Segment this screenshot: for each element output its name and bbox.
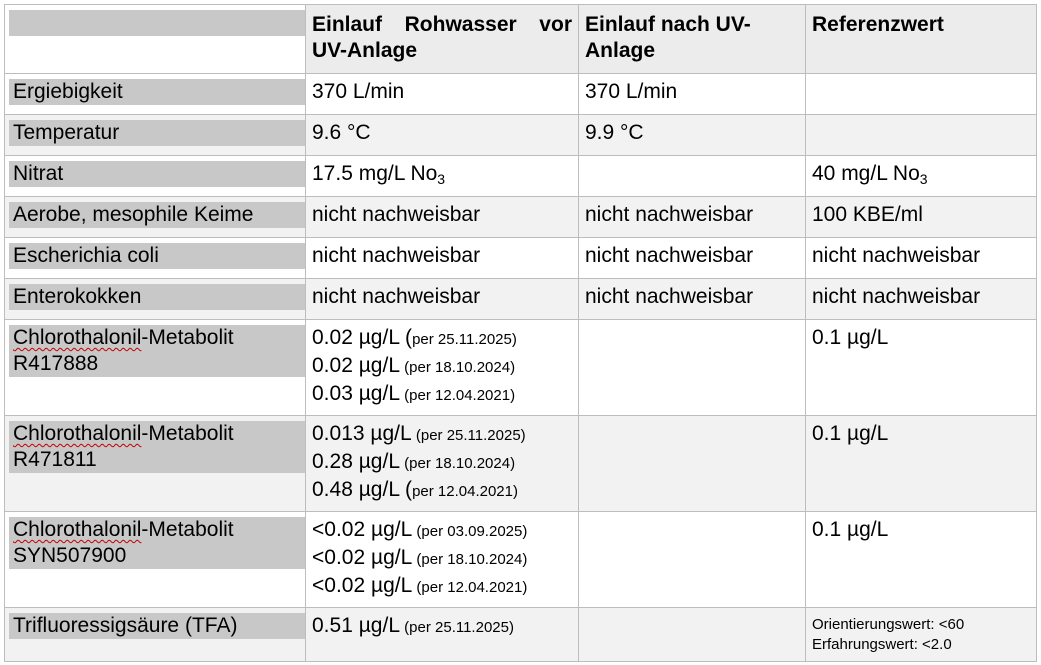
after-uv-value [579, 608, 805, 613]
reference-value: 0.1 µg/L [812, 326, 889, 349]
header-row [5, 5, 1037, 74]
water-quality-table [4, 4, 1037, 662]
measurement-date: (per 18.10.2024) [412, 551, 528, 568]
reference-value: nicht nachweisbar [812, 244, 981, 267]
nitrate-value: 17.5 mg/L No [312, 162, 438, 185]
label-suffix: -Metabolit [141, 518, 234, 541]
raw-water-value: 370 L/min [312, 80, 405, 103]
after-uv-value: 370 L/min [585, 80, 678, 103]
measurement-value: 0.02 µg/L [312, 354, 400, 377]
nitrate-reference-value: 40 mg/L No [812, 162, 920, 185]
row-label: Ergiebigkeit [9, 79, 305, 105]
measurement-value: <0.02 µg/L [312, 574, 413, 597]
metabolite-code: SYN507900 [13, 544, 127, 567]
measurement-date: (per 12.04.2021) [412, 579, 528, 596]
row-label: Aerobe, mesophile Keime [9, 202, 305, 228]
after-uv-value [579, 416, 805, 421]
after-uv-cell [579, 320, 806, 416]
table-row [5, 238, 1037, 279]
header-blank-cell [5, 5, 306, 74]
header-col2: Einlauf nach UV-Anlage [585, 13, 751, 62]
label-suffix: -Metabolit [141, 326, 234, 349]
header-col3: Referenzwert [812, 13, 944, 36]
row-label [9, 517, 305, 569]
reference-value [806, 608, 1036, 655]
row-label-cell [5, 608, 306, 662]
row-label: Enterokokken [9, 284, 305, 310]
orientation-value: Orientierungswert: <60 [812, 616, 965, 633]
raw-water-cell [306, 74, 579, 115]
header-cell-raw-water [306, 5, 579, 74]
measurement-value: 0.48 µg/L ( [312, 478, 413, 501]
experience-value: Erfahrungswert: <2.0 [812, 636, 952, 653]
raw-water-cell [306, 512, 579, 608]
raw-water-value: nicht nachweisbar [312, 244, 481, 267]
after-uv-cell [579, 416, 806, 512]
row-label-cell [5, 320, 306, 416]
row-label-cell [5, 115, 306, 156]
reference-cell [806, 320, 1037, 416]
table-row [5, 416, 1037, 512]
raw-water-cell [306, 197, 579, 238]
measurement-date: (per 12.04.2021) [400, 387, 516, 404]
row-label: Trifluoressigsäure (TFA) [9, 613, 305, 639]
table-row [5, 512, 1037, 608]
reference-value: 0.1 µg/L [812, 518, 889, 541]
measurement-value: <0.02 µg/L [312, 546, 413, 569]
row-label: Temperatur [9, 120, 305, 146]
spellcheck-word: Chlorothalonil [13, 326, 142, 349]
measurement-value: <0.02 µg/L [312, 518, 413, 541]
raw-water-value: nicht nachweisbar [312, 285, 481, 308]
reference-cell [806, 156, 1037, 197]
measurement-date: (per 25.11.2025) [411, 427, 526, 444]
table-row [5, 608, 1037, 662]
raw-water-cell [306, 238, 579, 279]
row-label: Nitrat [9, 161, 305, 187]
measurement-line [306, 545, 578, 573]
raw-water-value [306, 156, 578, 187]
row-label-cell [5, 74, 306, 115]
measurement-line [306, 449, 578, 477]
spellcheck-word: Chlorothalonil [13, 518, 142, 541]
measurement-line [306, 512, 578, 545]
reference-cell [806, 279, 1037, 320]
reference-cell [806, 608, 1037, 662]
after-uv-cell [579, 115, 806, 156]
nitrate-subscript: 3 [437, 171, 446, 187]
reference-cell [806, 512, 1037, 608]
after-uv-value: nicht nachweisbar [585, 244, 754, 267]
raw-water-value: nicht nachweisbar [312, 203, 481, 226]
raw-water-value [306, 608, 578, 641]
row-label: Escherichia coli [9, 243, 305, 269]
after-uv-value: 9.9 °C [585, 121, 644, 144]
reference-value [806, 156, 1036, 187]
row-label-cell [5, 512, 306, 608]
spellcheck-word: Chlorothalonil [13, 422, 142, 445]
row-label-cell [5, 238, 306, 279]
measurement-date: (per 18.10.2024) [400, 359, 516, 376]
raw-water-cell [306, 608, 579, 662]
reference-value [806, 115, 1036, 120]
tfa-value: 0.51 µg/L [312, 614, 400, 637]
measurement-line [306, 477, 578, 505]
raw-water-cell [306, 279, 579, 320]
after-uv-cell [579, 156, 806, 197]
raw-water-cell [306, 115, 579, 156]
measurement-value: 0.03 µg/L [312, 382, 400, 405]
table-row [5, 279, 1037, 320]
after-uv-cell [579, 512, 806, 608]
measurement-line [306, 573, 578, 601]
after-uv-cell [579, 279, 806, 320]
reference-cell [806, 74, 1037, 115]
table-row [5, 156, 1037, 197]
row-label [9, 325, 305, 377]
metabolite-code: R417888 [13, 352, 99, 375]
reference-cell [806, 115, 1037, 156]
measurement-line [306, 416, 578, 449]
reference-value: 0.1 µg/L [812, 422, 889, 445]
measurement-date: per 25.11.2025) [412, 331, 517, 348]
nitrate-reference-subscript: 3 [919, 171, 928, 187]
table-row [5, 115, 1037, 156]
measurement-line [306, 381, 578, 409]
table-row [5, 197, 1037, 238]
header-label-shade [9, 10, 305, 36]
reference-value: 100 KBE/ml [812, 203, 923, 226]
reference-value: nicht nachweisbar [812, 285, 981, 308]
header-cell-reference [806, 5, 1037, 74]
measurement-line [306, 353, 578, 381]
label-suffix: -Metabolit [141, 422, 234, 445]
after-uv-value [579, 512, 805, 517]
measurement-date: (per 18.10.2024) [400, 455, 516, 472]
measurement-value: 0.02 µg/L ( [312, 326, 413, 349]
row-label-cell [5, 156, 306, 197]
reference-cell [806, 197, 1037, 238]
after-uv-cell [579, 74, 806, 115]
after-uv-value: nicht nachweisbar [585, 285, 754, 308]
table-row [5, 320, 1037, 416]
reference-cell [806, 238, 1037, 279]
measurement-value: 0.013 µg/L [312, 422, 412, 445]
raw-water-cell [306, 156, 579, 197]
after-uv-value: nicht nachweisbar [585, 203, 754, 226]
measurement-date: (per 03.09.2025) [412, 523, 528, 540]
after-uv-cell [579, 608, 806, 662]
raw-water-cell [306, 416, 579, 512]
header-col1: Einlauf Rohwasser vor UV-Anlage [312, 13, 572, 62]
after-uv-value [579, 320, 805, 325]
measurement-date: per 12.04.2021) [412, 483, 518, 500]
header-cell-after-uv [579, 5, 806, 74]
tfa-date: (per 25.11.2025) [400, 619, 514, 636]
table-row [5, 74, 1037, 115]
after-uv-value [579, 156, 805, 161]
row-label-cell [5, 279, 306, 320]
after-uv-cell [579, 197, 806, 238]
row-label [9, 421, 305, 473]
raw-water-value: 9.6 °C [312, 121, 371, 144]
measurement-line [306, 320, 578, 353]
raw-water-cell [306, 320, 579, 416]
metabolite-code: R471811 [13, 448, 97, 471]
row-label-cell [5, 416, 306, 512]
reference-value [806, 74, 1036, 79]
reference-cell [806, 416, 1037, 512]
measurement-value: 0.28 µg/L [312, 450, 400, 473]
row-label-cell [5, 197, 306, 238]
after-uv-cell [579, 238, 806, 279]
